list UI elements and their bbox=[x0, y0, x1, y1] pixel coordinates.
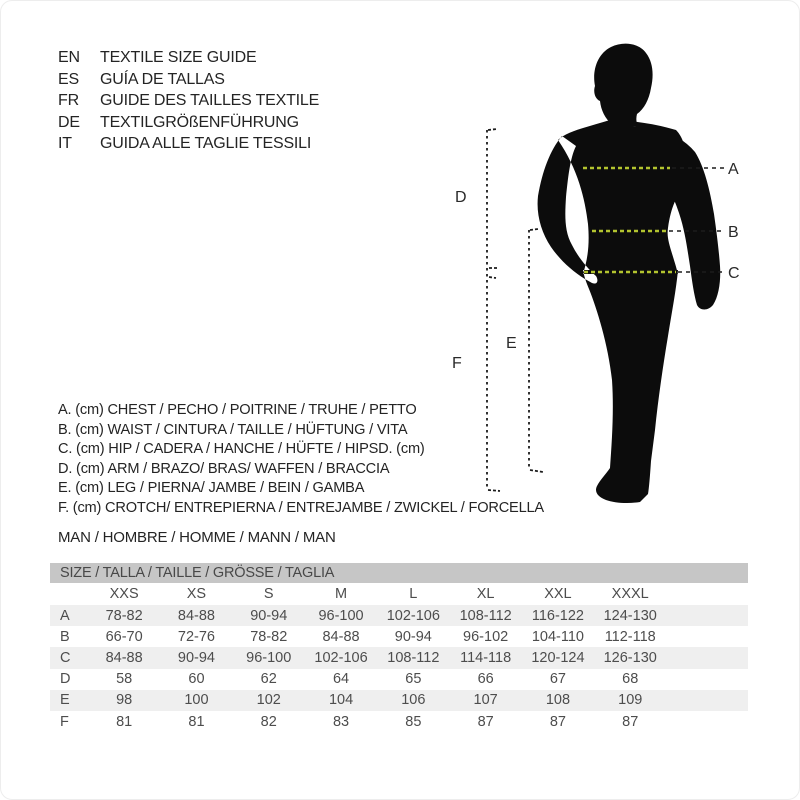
size-label-l: L bbox=[409, 586, 418, 602]
table-cell: 104-110 bbox=[531, 628, 584, 645]
table-row-f bbox=[50, 711, 748, 732]
size-label-xxxl: XXXL bbox=[611, 586, 649, 602]
table-cell: 104 bbox=[328, 692, 354, 709]
table-cell: 87 bbox=[622, 713, 639, 730]
table-cell: 90-94 bbox=[177, 649, 215, 666]
table-cell: 90-94 bbox=[250, 607, 288, 624]
legend-hip: C. (cm) HIP / CADERA / HANCHE / HÜFTE / HIPSD. (cm) bbox=[58, 441, 425, 458]
title-text: GUIDA ALLE TAGLIE TESSILI bbox=[100, 135, 312, 152]
table-header: SIZE / TALLA / TAILLE / GRÖSSE / TAGLIA bbox=[50, 563, 748, 583]
size-label-s: S bbox=[263, 586, 274, 602]
title-text: TEXTILE SIZE GUIDE bbox=[100, 49, 257, 66]
size-label-xs: XS bbox=[186, 586, 207, 602]
tick-top-e bbox=[530, 229, 538, 230]
table-row-d bbox=[50, 669, 748, 690]
man-silhouette-icon bbox=[538, 44, 721, 503]
table-cell: 84-88 bbox=[177, 607, 215, 624]
legend-crotch: F. (cm) CROTCH/ ENTREPIERNA / ENTREJAMBE / ZWICKEL / FORCELLA bbox=[58, 499, 544, 516]
measure-label-a: A bbox=[728, 161, 739, 178]
language-code: EN bbox=[58, 49, 80, 66]
table-cell: 87 bbox=[477, 713, 494, 730]
table-cell: 116-122 bbox=[531, 607, 584, 624]
table-cell: 82 bbox=[260, 713, 277, 730]
legend-arm: D. (cm) ARM / BRAZO/ BRAS/ WAFFEN / BRACCIA bbox=[58, 460, 390, 477]
table-cell: 68 bbox=[622, 671, 639, 688]
table-row-c bbox=[50, 647, 748, 668]
table-cell: 66 bbox=[477, 671, 494, 688]
table-cell: 108-112 bbox=[459, 607, 512, 624]
table-row-a bbox=[50, 605, 748, 626]
language-code: ES bbox=[58, 70, 79, 88]
legend-chest: A. (cm) CHEST / PECHO / POITRINE / TRUHE / PETTO bbox=[58, 402, 417, 418]
size-table bbox=[50, 563, 748, 732]
tick-top-d bbox=[488, 129, 497, 130]
table-row-b bbox=[50, 626, 748, 647]
measure-label-f: F bbox=[452, 355, 462, 372]
size-label-m: M bbox=[334, 586, 348, 602]
table-cell: 98 bbox=[116, 692, 133, 709]
table-cell: 60 bbox=[188, 671, 205, 688]
table-cell: 72-76 bbox=[177, 628, 215, 645]
table-cell: 112-118 bbox=[604, 628, 656, 645]
table-cell: 62 bbox=[260, 671, 277, 688]
legend-leg: E. (cm) LEG / PIERNA/ JAMBE / BEIN / GAMBA bbox=[58, 480, 365, 497]
table-cell: 108-112 bbox=[387, 649, 440, 666]
row-label: F bbox=[60, 713, 69, 730]
table-cell: 58 bbox=[116, 671, 133, 688]
table-cell: 67 bbox=[549, 671, 566, 688]
table-cell: 87 bbox=[549, 713, 566, 730]
table-row-e bbox=[50, 690, 748, 711]
language-code: IT bbox=[58, 135, 72, 152]
table-cell: 100 bbox=[184, 692, 209, 709]
table-cell: 126-130 bbox=[603, 649, 657, 666]
table-cell: 65 bbox=[405, 671, 422, 688]
table-cell: 114-118 bbox=[460, 649, 512, 666]
table-cell: 96-100 bbox=[246, 649, 292, 666]
tick-mid-d2 bbox=[489, 277, 496, 278]
language-code: FR bbox=[58, 92, 79, 109]
row-label: A bbox=[60, 607, 70, 624]
table-cell: 96-102 bbox=[463, 628, 509, 645]
size-label-xxl: XXL bbox=[544, 586, 572, 602]
row-label: B bbox=[60, 628, 70, 645]
row-label: D bbox=[60, 671, 71, 688]
title-text: TEXTILGRÖßENFÜHRUNG bbox=[100, 113, 299, 131]
table-cell: 120-124 bbox=[531, 649, 585, 666]
size-label-xl: XL bbox=[476, 586, 495, 602]
row-label: E bbox=[60, 692, 70, 709]
table-cell: 81 bbox=[116, 713, 133, 730]
title-text: GUÍA DE TALLAS bbox=[100, 70, 225, 88]
measurement-legend bbox=[58, 401, 544, 519]
title-text: GUIDE DES TAILLES TEXTILE bbox=[100, 92, 320, 109]
table-cell: 106 bbox=[401, 692, 426, 709]
table-cell: 78-82 bbox=[105, 607, 143, 624]
size-labels-row bbox=[50, 583, 748, 605]
table-cell: 102-106 bbox=[314, 649, 368, 666]
table-cell: 109 bbox=[618, 692, 643, 709]
table-cell: 102-106 bbox=[386, 607, 440, 624]
measure-label-b: B bbox=[728, 224, 739, 241]
table-cell: 66-70 bbox=[105, 628, 143, 645]
language-code: DE bbox=[58, 113, 80, 131]
measure-label-c: C bbox=[728, 265, 740, 282]
size-label-xxs: XXS bbox=[109, 586, 139, 602]
table-cell: 108 bbox=[545, 692, 571, 709]
table-cell: 85 bbox=[405, 713, 422, 730]
table-cell: 84-88 bbox=[105, 649, 143, 666]
table-cell: 96-100 bbox=[318, 607, 364, 624]
table-cell: 78-82 bbox=[250, 628, 288, 645]
table-cell: 84-88 bbox=[322, 628, 360, 645]
measure-label-d: D bbox=[455, 189, 467, 206]
row-label: C bbox=[60, 649, 71, 666]
table-cell: 107 bbox=[473, 692, 498, 709]
measure-label-e: E bbox=[506, 335, 517, 352]
table-cell: 83 bbox=[332, 713, 350, 730]
table-cell: 90-94 bbox=[394, 628, 432, 645]
table-cell: 124-130 bbox=[603, 607, 657, 624]
legend-waist: B. (cm) WAIST / CINTURA / TAILLE / HÜFTUNG / VITA bbox=[58, 421, 408, 438]
table-cell: 81 bbox=[188, 713, 205, 730]
table-cell: 102 bbox=[256, 692, 281, 709]
category-man-label: MAN / HOMBRE / HOMME / MANN / MAN bbox=[58, 529, 336, 546]
table-cell: 64 bbox=[332, 671, 350, 688]
